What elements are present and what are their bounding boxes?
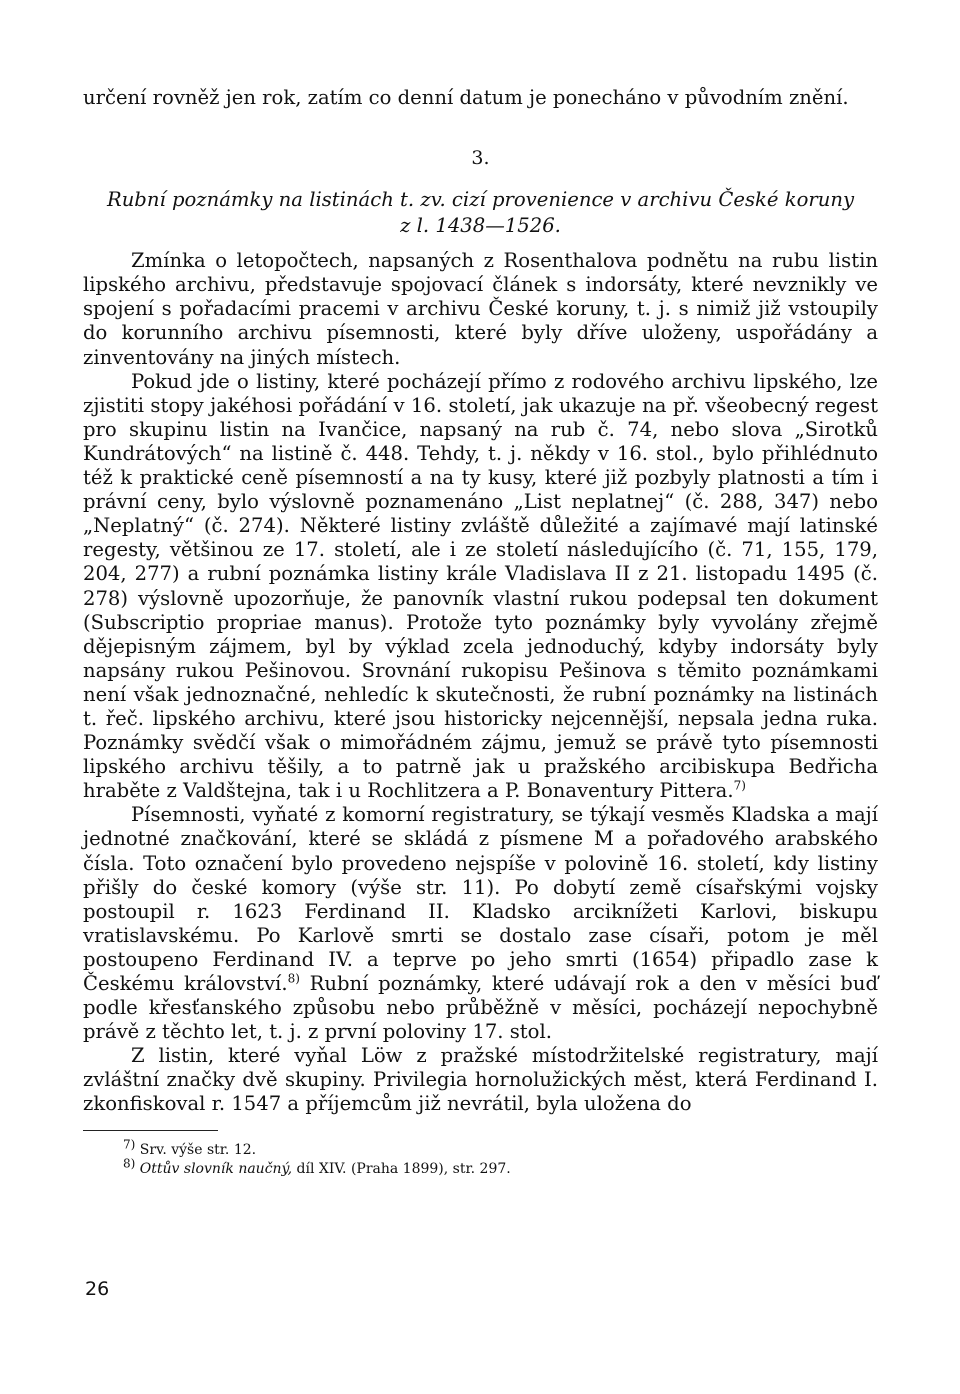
section-number: 3. — [471, 147, 490, 170]
section-title-line-1: Rubní poznámky na listinách t. zv. cizí provenience v archivu České koruny — [106, 188, 855, 212]
paragraph-1: Zmínka o letopočtech, napsaných z Rosenthalova podnětu na rubu listin lipského archivu, představuje spojovací článek s indorsáty, které nevznikly ve spojení s pořadacími pracemi v archivu České koruny, t. j. s nimiž již vstoupily do korunního archivu písemnosti, které byly dříve uloženy, uspořádány a zinventovány na jiných místech. — [83, 249, 878, 369]
paragraph-2-text: Pokud jde o listiny, které pocházejí přímo z rodového archivu lipského, lze zjistiti stopy jakéhosi pořádání v 16. století, jak ukazuje na př. všeobecný regest pro skupinu listin na Ivančice, napsaný na rub č. 74, nebo slova „Sirotků Kundrátových“ na listině č. 448. Tehdy, t. j. někdy v 16. stol., bylo přihlédnuto též k praktické ceně písemností a na ty kusy, které již pozbyly platnosti a tím i právní ceny, bylo výslovně poznamenáno „List neplatnej“ (č. 288, 347) nebo „Neplatný“ (č. 274). Některé listiny zvláště důležité a zajímavé mají latinské regesty, většinou ze 17. století, ale i ze století následujícího (č. 71, 155, 179, 204, 277) a rubní poznámka listiny krále Vladislava II z 21. listopadu 1495 (č. 278) výslovně upozorňuje, že panovník vlastní rukou podepsal ten dokument (Subscriptio propriae manus). Protože tyto poznámky byly vyvolány zřejmě dějepisným zájmem, byl by výklad zcela jednoduchý, kdyby indorsáty byly napsány rukou Pešinovou. Srovnání rukopisu Pešinova s těmito poznámkami není však jednoznačné, nehledíc k skutečnosti, že rubní poznámky na listinách t. řeč. lipského archivu, které jsou historicky nejcennější, nepsala jedna ruka. Poznámky svědčí však o mimořádném zájmu, jemuž se právě tyto písemnosti lipského archivu těšily, a to patrně jak u pražského arcibiskupa Bedřicha hraběte z Valdštejna, tak i u Rochlitzera a P. Bonaventury Pittera. — [83, 369, 878, 803]
page-number: 26 — [85, 1278, 110, 1300]
footnotes — [123, 1136, 878, 1179]
section-title — [83, 187, 878, 239]
section-title-line-2: z l. 1438—1526. — [400, 214, 561, 238]
top-paragraph: určení rovněž jen rok, zatím co denní datum je ponecháno v původním znění. — [83, 86, 849, 109]
footnote-divider — [83, 1130, 218, 1131]
paragraph-4: Z listin, které vyňal Löw z pražské místodržitelské registratury, mají zvláštní značky dvě skupiny. Privilegia hornolužických měst, která Ferdinand I. zkonfiskoval r. 1547 a příjemcům již nevrátil, byla uložena do — [83, 1044, 878, 1116]
footnote-7 — [123, 1136, 878, 1160]
footnote-8 — [123, 1155, 878, 1179]
footnote-7-text: Srv. výše str. 12. — [139, 1141, 257, 1158]
paragraph-2 — [83, 370, 878, 804]
footnote-8-title: Ottův slovník naučný, — [139, 1160, 293, 1177]
footnote-8-mark: 8) — [123, 1155, 136, 1170]
paragraph-3 — [83, 803, 878, 1044]
paragraph-3-text-cont: Rubní poznámky, které udávají rok a den v měsíci buď podle křesťanského způsobu nebo průběžně v měsíci, pocházejí nepochybně právě z těchto let, t. j. z první poloviny 17. stol. — [83, 972, 878, 1044]
document-page — [83, 86, 878, 1179]
paragraph-3-text: Písemnosti, vyňaté z komorní registratury, se týkají vesměs Kladska a mají jednotné značkování, které se skládá z písmene M a pořadového arabského čísla. Toto označení bylo provedeno nejspíše v polovině 16. století, kdy listiny přišly do české komory (výše str. 11). Po dobytí země císařskými vojsky postoupil r. 1623 Ferdinand II. Kladsko arciknížeti Karlovi, biskupu vratislavskému. Po Karlově smrti se dostalo zase císaři, potom je měl postoupeno Ferdinand IV. a teprve po jeho smrti (1654) připadlo zase k Českému království. — [83, 803, 878, 995]
footnote-ref-7: 7) — [733, 778, 746, 793]
footnote-7-mark: 7) — [123, 1136, 136, 1151]
footnote-8-text: díl XIV. (Praha 1899), str. 297. — [292, 1160, 511, 1177]
footnote-ref-8: 8) — [287, 971, 300, 986]
